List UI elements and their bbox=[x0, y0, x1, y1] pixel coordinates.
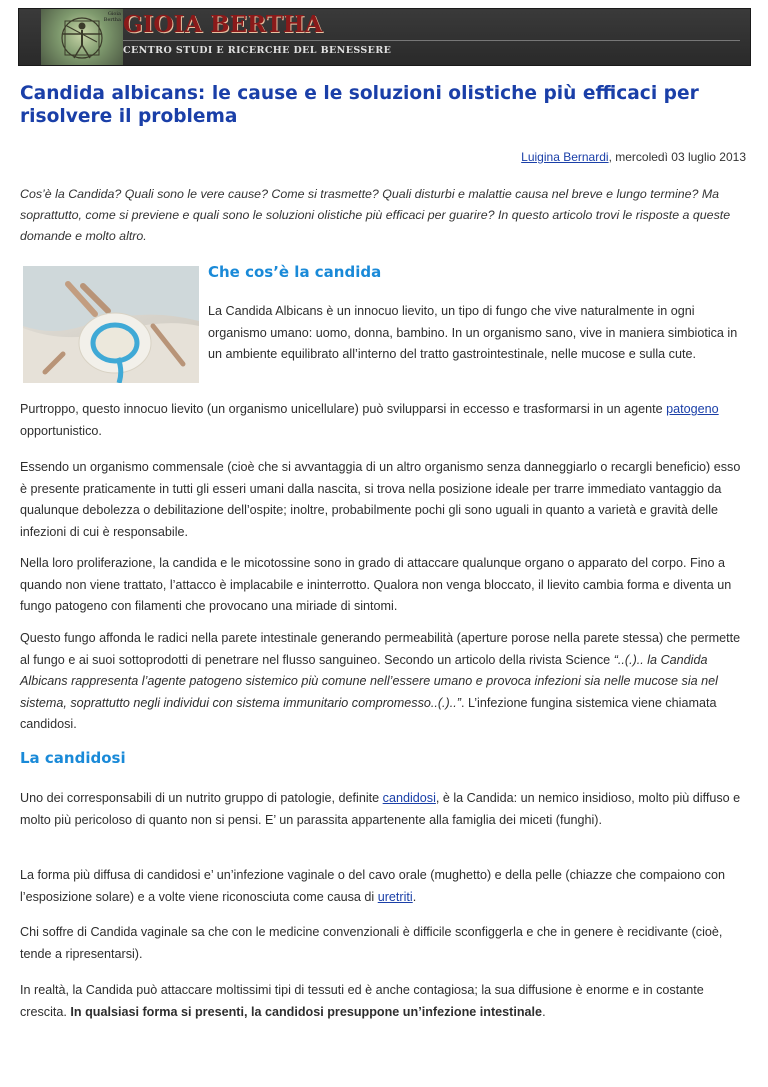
paragraph-5-text-b: . L’infezione fungina sistemica viene chiamata candidosi. bbox=[20, 695, 717, 731]
paragraph-3: Essendo un organismo commensale (cioè che si avvantaggia di un altro organismo senza danneggiarlo o recargli beneficio) esso è presente praticamente in tutti gli esseri umani dalla nascita, si trova nella posizione ideale per trarre immediato vantaggio da qualunque debolezza o debilitazione dell’ospite; inoltre, probabilmente pochi gli sono uguali in quanto a varietà e gravità delle infezioni di cui è responsabile. bbox=[20, 460, 741, 539]
paragraph-2-text-a: Purtroppo, questo innocuo lievito (un organismo unicellulare) può svilupparsi in eccesso e trasformarsi in un agente bbox=[20, 402, 667, 416]
science-quote: “..(.).. la Candida Albicans rappresenta l’agente patogeno sistemico più comune nell’essere umano e provoca infezioni sia nelle mucose sia nel sistema, soprattutto negli individui con sistema immunitario compromesso..(.)..” bbox=[20, 652, 718, 710]
logo-caption bbox=[104, 11, 121, 23]
intestinal-infection-emphasis: In qualsiasi forma si presenti, la candidosi presuppone un’infezione intestinale bbox=[70, 1004, 543, 1019]
site-subtitle: CENTRO STUDI E RICERCHE DEL BENESSERE bbox=[123, 45, 392, 56]
logo-caption-line-2: Bertha bbox=[103, 17, 121, 23]
patogeno-link[interactable]: patogeno bbox=[666, 402, 719, 416]
paragraph-5 bbox=[20, 628, 750, 736]
paragraph-9-text-a: In realtà, la Candida può attaccare moltissimi tipi di tessuti ed è anche contagiosa; la sua diffusione è enorme e in costante crescita. bbox=[20, 983, 704, 1019]
site-banner[interactable] bbox=[18, 8, 751, 66]
vitruvian-logo bbox=[41, 9, 123, 65]
paragraph-6-text-b: , è la Candida: un nemico insidioso, molto più diffuso e molto più pericoloso di quanto non si pensi. E’ un parassita appartenente alla famiglia dei miceti (funghi). bbox=[20, 791, 741, 827]
paragraph-9-text-b: . bbox=[542, 1004, 546, 1019]
paragraph-9 bbox=[20, 980, 750, 1023]
paragraph-4: Nella loro proliferazione, la candida e le micotossine sono in grado di attaccare qualunque organo o apparato del corpo. Fino a quando non viene trattato, l’attacco è implacabile e ininterrotto. Qualora non venga bloccato, il lievito cambia forma e diventa un fungo patogeno con filamenti che provocano una miriade di sintomi. bbox=[20, 556, 732, 613]
uretriti-link[interactable]: uretriti bbox=[377, 889, 413, 904]
byline bbox=[521, 150, 746, 164]
paragraph-6 bbox=[20, 788, 750, 831]
paragraph-1: La Candida Albicans è un innocuo lievito, un tipo di fungo che vive naturalmente in ogni organismo umano: uomo, donna, bambino. In un organismo sano, vive in maniera simbiotica in un ambiente equilibrato all’interno del tratto gastrointestinale, nelle mucose e sulla cute. bbox=[208, 304, 738, 361]
banner-divider bbox=[123, 40, 740, 41]
author-link[interactable]: Luigina Bernardi bbox=[521, 150, 609, 164]
section-heading-candidosi: La candidosi bbox=[20, 749, 126, 767]
paragraph-2-text-b: opportunistico. bbox=[20, 423, 102, 438]
publish-date: , mercoledì 03 luglio 2013 bbox=[608, 150, 746, 164]
woman-with-hat-photo bbox=[23, 266, 199, 383]
section-heading-what-is-candida: Che cos’è la candida bbox=[208, 263, 382, 281]
logo-caption-line-1: Gioia bbox=[107, 11, 121, 17]
site-title: GIOIA BERTHA bbox=[123, 11, 323, 38]
paragraph-7 bbox=[20, 865, 750, 908]
article-intro: Cos’è la Candida? Quali sono le vere cause? Come si trasmette? Quali disturbi e malattie causa nel breve e lungo termine? Ma soprattutto, come si previene e quali sono le soluzioni olistiche più efficaci per guarire? In questo articolo trovi le risposte a queste domande e molto altro. bbox=[20, 187, 731, 243]
paragraph-8: Chi soffre di Candida vaginale sa che con le medicine convenzionali è difficile sconfiggerla e che in genere è recidivante (cioè, tende a ripresentarsi). bbox=[20, 925, 723, 961]
paragraph-7-text-b: . bbox=[412, 889, 417, 904]
paragraph-7-text-a: La forma più diffusa di candidosi e’ un’infezione vaginale o del cavo orale (mughetto) e della pelle (chiazze che compaiono con l’esposizione solare) e a volte viene riconosciuta come causa di bbox=[20, 868, 725, 904]
paragraph-2 bbox=[20, 399, 750, 442]
candidosi-link[interactable]: candidosi bbox=[382, 791, 436, 805]
paragraph-6-text-a: Uno dei corresponsabili di un nutrito gruppo di patologie, definite bbox=[20, 791, 383, 805]
article-title: Candida albicans: le cause e le soluzioni olistiche più efficaci per risolvere il problema bbox=[20, 83, 699, 127]
paragraph-5-text-a: Questo fungo affonda le radici nella parete intestinale generando permeabilità (aperture porose nella parete stessa) che permette al fungo e ai suoi sottoprodotti di penetrare nel flusso sanguineo. Secondo un articolo della rivista Science bbox=[20, 631, 741, 667]
